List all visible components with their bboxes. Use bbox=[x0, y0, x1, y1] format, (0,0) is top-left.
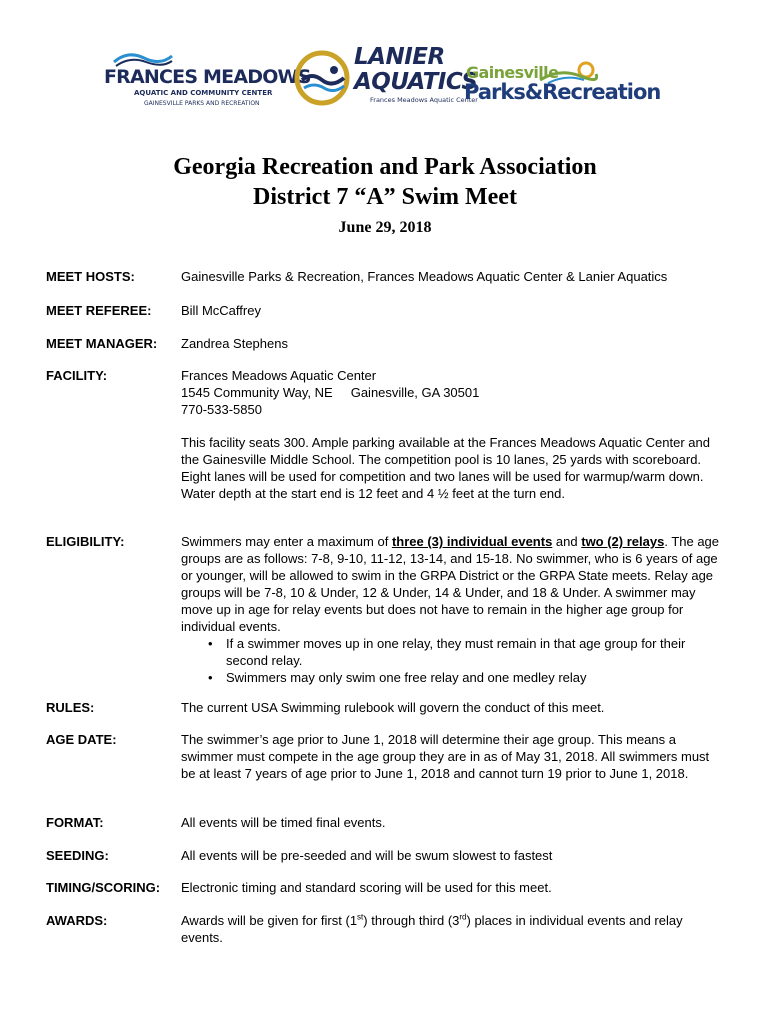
facility-value bbox=[181, 367, 726, 502]
document-subtitle: District 7 “A” Swim Meet bbox=[253, 184, 517, 210]
frances-meadows-org: GAINESVILLE PARKS AND RECREATION bbox=[144, 100, 260, 107]
facility-street: 1545 Community Way, NE bbox=[181, 385, 333, 400]
awards-text-a: Awards will be given for first (1 bbox=[181, 913, 358, 928]
meet-referee-value: Bill McCaffrey bbox=[181, 303, 261, 318]
eligibility-text-e: . The age groups are as follows: 7-8, 9-10, 11-12, 13-14, and 15-18. No swimmer, who is 6 years of age or younger, will be allowed to swim in the GRPA District or the GRPA State meets. Relay age groups will be 7-8, 10 & Under, 12 & Under, 14 & Under, and 18 & Under. A swimmer may move up in age for relay events but does not have to remain in the higher age group for individual events. bbox=[181, 534, 720, 634]
rules-label: RULES: bbox=[46, 700, 95, 715]
format-label: FORMAT: bbox=[46, 815, 104, 830]
awards-value bbox=[181, 912, 726, 946]
facility-name: Frances Meadows Aquatic Center bbox=[181, 368, 377, 383]
format-value: All events will be timed final events. bbox=[181, 815, 386, 830]
aquatics-name: AQUATICS bbox=[354, 69, 478, 95]
rules-value: The current USA Swimming rulebook will govern the conduct of this meet. bbox=[181, 700, 605, 715]
eligibility-label: ELIGIBILITY: bbox=[46, 534, 125, 549]
facility-label: FACILITY: bbox=[46, 368, 108, 383]
list-item: • If a swimmer moves up in one relay, they must remain in that age group for their second relay. bbox=[181, 635, 726, 669]
facility-city: Gainesville, GA 30501 bbox=[350, 385, 480, 400]
age-date-label: AGE DATE: bbox=[46, 732, 117, 747]
document-title: Georgia Recreation and Park Association bbox=[173, 154, 597, 180]
awards-text-b: ) through third (3 bbox=[363, 913, 460, 928]
frances-meadows-subtitle: AQUATIC AND COMMUNITY CENTER bbox=[134, 89, 273, 97]
swimmer-emblem-icon bbox=[294, 50, 354, 106]
eligibility-bullets bbox=[181, 635, 726, 686]
seeding-value: All events will be pre-seeded and will be swum slowest to fastest bbox=[181, 848, 553, 863]
relays-limit: two (2) relays bbox=[581, 534, 665, 549]
meet-manager-value: Zandrea Stephens bbox=[181, 336, 288, 351]
awards-sup-first: st bbox=[357, 912, 364, 922]
meet-hosts-value: Gainesville Parks & Recreation, Frances Meadows Aquatic Center & Lanier Aquatics bbox=[181, 269, 668, 284]
frances-meadows-name: FRANCES MEADOWS bbox=[104, 66, 311, 88]
list-item: • Swimmers may only swim one free relay and one medley relay bbox=[181, 669, 726, 686]
eligibility-text-a: Swimmers may enter a maximum of bbox=[181, 534, 392, 549]
meet-date: June 29, 2018 bbox=[338, 219, 432, 236]
eligibility-value bbox=[181, 533, 726, 686]
eligibility-text-c: and bbox=[552, 534, 582, 549]
awards-sup-third: rd bbox=[459, 912, 467, 922]
facility-phone: 770-533-5850 bbox=[181, 402, 262, 417]
eligibility-text bbox=[181, 533, 726, 635]
lanier-subtitle: Frances Meadows Aquatic Center bbox=[370, 96, 478, 104]
meet-manager-label: MEET MANAGER: bbox=[46, 336, 158, 351]
lanier-aquatics-logo bbox=[294, 44, 478, 108]
meet-referee-label: MEET REFEREE: bbox=[46, 303, 152, 318]
frances-meadows-logo bbox=[104, 50, 311, 110]
age-date-value: The swimmer’s age prior to June 1, 2018 will determine their age group. This means a swimmer must compete in the age group they are in as of May 31, 2018. All swimmers must be at least 7 years of age prior to June 1, 2018 and cannot turn 19 prior to June 1, 2018. bbox=[181, 732, 710, 781]
seeding-label: SEEDING: bbox=[46, 848, 109, 863]
awards-label: AWARDS: bbox=[46, 913, 108, 928]
lanier-name: LANIER bbox=[354, 44, 445, 70]
parks-recreation-name: Parks&Recreation bbox=[464, 80, 661, 104]
facility-address bbox=[181, 384, 726, 401]
timing-scoring-label: TIMING/SCORING: bbox=[46, 880, 161, 895]
gainesville-parks-logo bbox=[464, 60, 664, 108]
facility-description: This facility seats 300. Ample parking available at the Frances Meadows Aquatic Center and the Gainesville Middle School. The competition pool is 10 lanes, 25 yards with scoreboard. Eight lanes will be used for competition and two lanes will be used for warmup/warm down. Water depth at the start end is 12 feet and 4 ½ feet at the turn end. bbox=[181, 435, 710, 501]
gainesville-name: Gainesville bbox=[466, 63, 559, 82]
meet-hosts-label: MEET HOSTS: bbox=[46, 269, 135, 284]
timing-scoring-value: Electronic timing and standard scoring will be used for this meet. bbox=[181, 880, 552, 895]
individual-events-limit: three (3) individual events bbox=[391, 534, 553, 549]
awards-text-c: ) places in individual events and relay events. bbox=[181, 913, 683, 945]
